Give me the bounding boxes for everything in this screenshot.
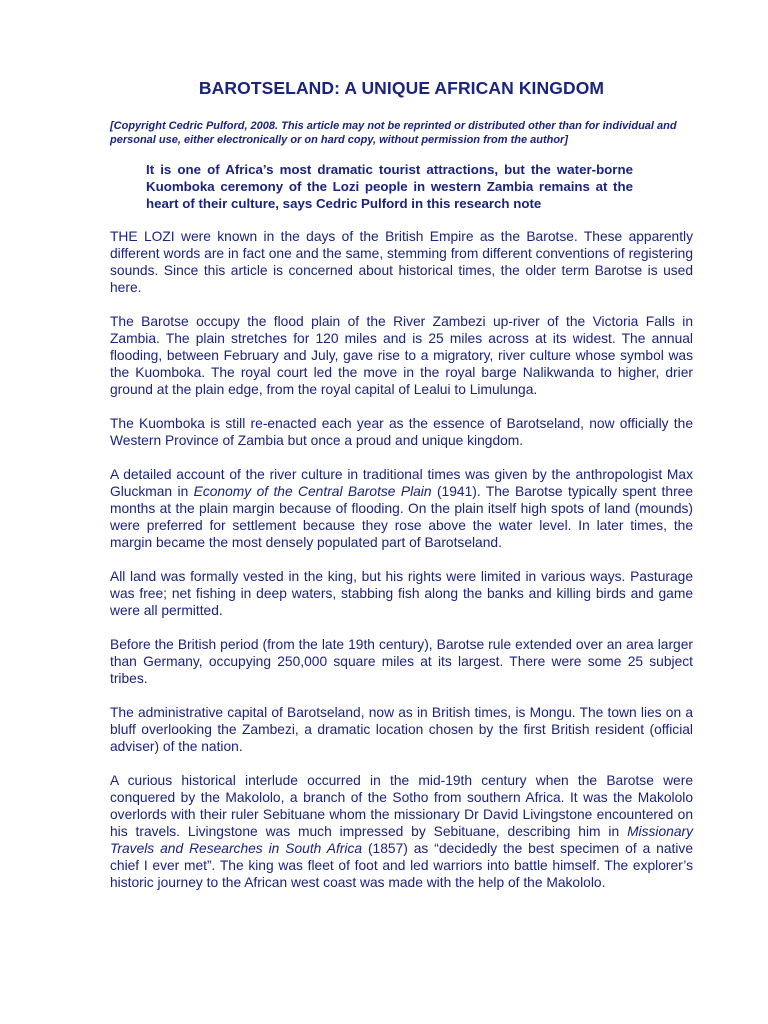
paragraph-text: (1857) as “decidedly the best specimen of a native chief I ever met”. The king was fleet of foot and led warriors into battle himself. The explorer’s historic journey to the African west coast was made with the help of the Makololo.: [110, 841, 693, 890]
paragraph-text: (1941). The Barotse typically spent three months at the plain margin because of flooding. On the plain itself high spots of land (mounds) were preferred for settlement because they rose above the water level. In later times, the margin became the most densely populated part of Barotseland.: [110, 484, 694, 550]
body-paragraph-8: [110, 772, 693, 891]
body-paragraph-7: The administrative capital of Barotseland, now as in British times, is Mongu. The town lies on a bluff overlooking the Zambezi, a dramatic location chosen by the first British resident (official adviser) of the nation.: [110, 705, 693, 754]
body-paragraph-6: Before the British period (from the late 19th century), Barotse rule extended over an area larger than Germany, occupying 250,000 square miles at its largest. There were some 25 subject tribes.: [110, 637, 693, 686]
body-paragraph-2: The Barotse occupy the flood plain of the River Zambezi up-river of the Victoria Falls in Zambia. The plain stretches for 120 miles and is 25 miles across at its widest. The annual flooding, between February and July, gave rise to a migratory, river culture whose symbol was the Kuomboka. The royal court led the move in the royal barge Nalikwanda to higher, drier ground at the plain edge, from the royal capital of Lealui to Limulunga.: [110, 314, 693, 397]
paragraph-text: A curious historical interlude occurred in the mid-19th century when the Barotse were conquered by the Makololo, a branch of the Sotho from southern Africa. It was the Makololo overlords with their ruler Sebituane whom the missionary Dr David Livingstone encountered on his travels. Livingstone was much impressed by Sebituane, describing him in: [110, 773, 693, 839]
book-title: Economy of the Central Barotse Plain: [193, 484, 432, 499]
body-paragraph-3: The Kuomboka is still re-enacted each year as the essence of Barotseland, now officially the Western Province of Zambia but once a proud and unique kingdom.: [110, 416, 693, 448]
body-paragraph-5: All land was formally vested in the king, but his rights were limited in various ways. Pasturage was free; net fishing in deep waters, stabbing fish along the banks and killing birds and game were all permitted.: [110, 569, 693, 618]
lead-paragraph: It is one of Africa’s most dramatic tourist attractions, but the water-borne Kuomboka ceremony of the Lozi people in western Zambia remains at the heart of their culture, says Cedric Pulford in this research note: [146, 162, 633, 211]
paragraph-text: A detailed account of the river culture in traditional times was given by the anthropologist Max Gluckman in: [110, 467, 693, 499]
body-paragraph-1: THE LOZI were known in the days of the British Empire as the Barotse. These apparently different words are in fact one and the same, stemming from different conventions of registering sounds. Since this article is concerned about historical times, the older term Barotse is used here.: [110, 229, 693, 295]
book-title: Missionary Travels and Researches in South Africa: [110, 824, 693, 856]
article-title: BAROTSELAND: A UNIQUE AFRICAN KINGDOM: [198, 78, 605, 98]
copyright-notice: [Copyright Cedric Pulford, 2008. This article may not be reprinted or distributed other than for individual and personal use, either electronically or on hard copy, without permission from the author]: [110, 120, 677, 146]
body-paragraph-4: [110, 466, 693, 551]
